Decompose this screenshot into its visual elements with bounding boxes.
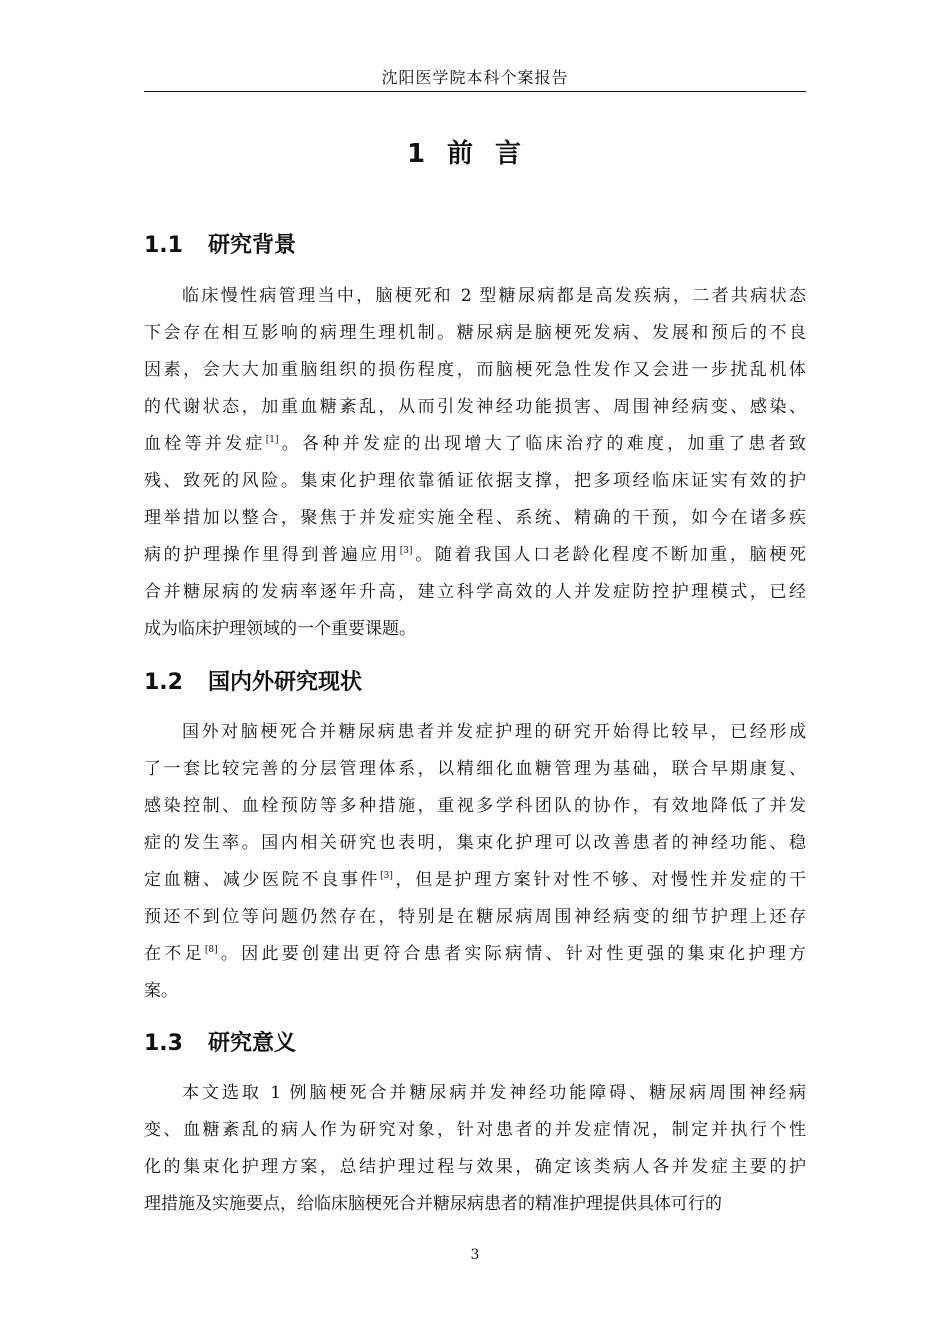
text-segment: 下会存在相互影响的病理生理机制。糖尿病是脑梗死发病、发展和预后的不良 — [144, 323, 806, 343]
text-line — [144, 278, 806, 315]
text-segment: 预还不到位等问题仍然存在，特别是在糖尿病周围神经病变的细节护理上还存 — [144, 907, 806, 927]
section-number: 1.1 — [144, 233, 183, 258]
text-line — [144, 936, 806, 973]
text-segment: 定血糖、减少医院不良事件 — [144, 870, 381, 890]
citation-superscript: [8] — [204, 945, 218, 955]
text-line — [144, 1112, 806, 1149]
text-segment: 了一套比较完善的分层管理体系，以精细化血糖管理为基础，联合早期康复、 — [144, 759, 806, 779]
text-segment: 变、血糖紊乱的病人作为研究对象，针对患者的并发症情况，制定并执行个性 — [144, 1120, 806, 1140]
text-segment: 国外对脑梗死合并糖尿病患者并发症护理的研究开始得比较早，已经形成 — [182, 722, 806, 742]
text-segment: 成为临床护理领域的一个重要课题。 — [144, 619, 416, 639]
section-body — [144, 1075, 806, 1223]
text-line — [144, 751, 806, 788]
text-line — [144, 862, 806, 899]
header-divider — [144, 91, 806, 92]
section-body — [144, 278, 806, 648]
section-number: 1.3 — [144, 1031, 183, 1056]
section-number: 1.2 — [144, 670, 183, 695]
section-title: 研究意义 — [208, 1031, 297, 1056]
text-line — [144, 352, 806, 389]
text-segment: 症的发生率。国内相关研究也表明，集束化护理可以改善患者的神经功能、稳 — [144, 833, 806, 853]
text-line — [144, 611, 806, 648]
text-segment: 本文选取 1 例脑梗死合并糖尿病并发神经功能障碍、糖尿病周围神经病 — [182, 1083, 806, 1103]
text-line — [144, 899, 806, 936]
chapter-title — [144, 132, 806, 176]
text-segment: 。因此要创建出更符合患者实际病情、针对性更强的集束化护理方 — [217, 944, 807, 964]
page-number: 3 — [470, 1247, 480, 1263]
text-line — [144, 500, 806, 537]
text-segment: ，但是护理方案针对性不够、对慢性并发症的干 — [392, 870, 807, 890]
citation-superscript: [1] — [265, 435, 279, 445]
text-segment: 。各种并发症的出现增大了临床治疗的难度，加重了患者致 — [278, 434, 806, 454]
text-segment: 因素，会大大加重脑组织的损伤程度，而脑梗死急性发作又会进一步扰乱机体 — [144, 360, 806, 380]
text-segment: 临床慢性病管理当中，脑梗死和 2 型糖尿病都是高发疾病，二者共病状态 — [182, 286, 806, 306]
text-segment: 残、致死的风险。集束化护理依靠循证依据支撑，把多项经临床证实有效的护 — [144, 471, 806, 491]
section-body — [144, 714, 806, 1010]
text-segment: 感染控制、血栓预防等多种措施，重视多学科团队的协作，有效地降低了并发 — [144, 796, 806, 816]
text-segment: 血栓等并发症 — [144, 434, 266, 454]
chapter-number: 1 — [406, 139, 426, 169]
text-segment: 在不足 — [144, 944, 205, 964]
text-line — [144, 463, 806, 500]
citation-superscript: [3] — [399, 546, 413, 556]
text-line — [144, 426, 806, 463]
text-segment: 的代谢状态，加重血糖紊乱，从而引发神经功能损害、周围神经病变、感染、 — [144, 397, 806, 417]
section-title: 研究背景 — [208, 233, 297, 258]
text-line — [144, 537, 806, 574]
page-header: 沈阳医学院本科个案报告 — [381, 68, 569, 87]
section-heading — [144, 1026, 296, 1062]
text-line — [144, 973, 806, 1010]
text-segment: 病的护理操作里得到普遍应用 — [144, 545, 400, 565]
text-line — [144, 788, 806, 825]
text-segment: 。随着我国人口老龄化程度不断加重，脑梗死 — [412, 545, 806, 565]
text-line — [144, 315, 806, 352]
text-line — [144, 389, 806, 426]
text-segment: 化的集束化护理方案，总结护理过程与效果，确定该类病人各并发症主要的护 — [144, 1157, 806, 1177]
text-segment: 理举措加以整合，聚焦于并发症实施全程、系统、精确的干预，如今在诸多疾 — [144, 508, 806, 528]
citation-superscript: [3] — [380, 871, 393, 881]
section-title: 国内外研究现状 — [208, 670, 363, 695]
text-segment: 理措施及实施要点，给临床脑梗死合并糖尿病患者的精准护理提供具体可行的 — [144, 1194, 722, 1214]
text-line — [144, 1186, 806, 1223]
text-line — [144, 714, 806, 751]
text-line — [144, 574, 806, 611]
chapter-heading: 前言 — [447, 139, 544, 169]
text-line — [144, 825, 806, 862]
text-segment: 案。 — [144, 981, 178, 1001]
text-segment: 合并糖尿病的发病率逐年升高，建立科学高效的人并发症防控护理模式，已经 — [144, 582, 806, 602]
section-heading — [144, 228, 296, 264]
section-heading — [144, 665, 362, 701]
text-line — [144, 1075, 806, 1112]
text-line — [144, 1149, 806, 1186]
